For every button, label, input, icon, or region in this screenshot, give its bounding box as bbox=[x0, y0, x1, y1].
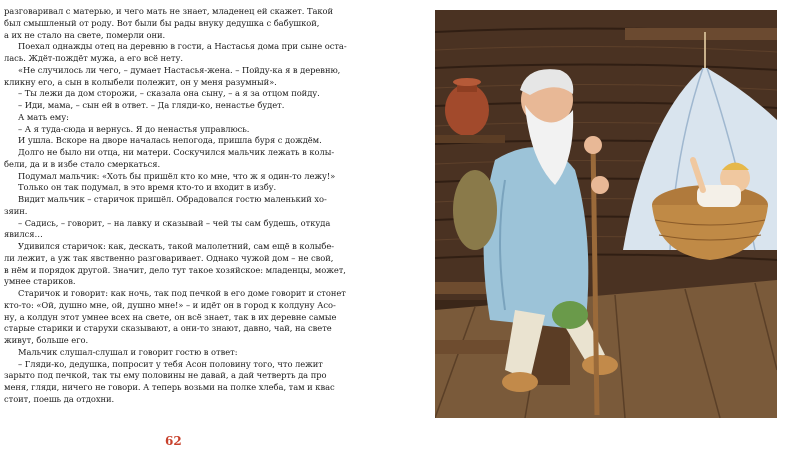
text-line: А мать ему: bbox=[18, 111, 69, 122]
text-line: а их не стало на свете, померли они. bbox=[4, 29, 166, 40]
text-line: ну, а колдун этот умнее всех на свете, он всё знает, так в их деревне самые bbox=[4, 311, 337, 322]
text-line: Долго не было ни отца, ни матери. Соскучился мальчик лежать в колы- bbox=[18, 147, 335, 157]
text-column bbox=[4, 6, 366, 406]
text-line: «Не случилось ли чего, – думает Настасья-жена. – Пойду-ка я в деревню, bbox=[18, 64, 341, 75]
text-line: лась. Ждёт-пождёт мужа, а его всё нету. bbox=[4, 53, 183, 63]
text-line: И ушла. Вскоре на дворе началась непогода, пришла буря с дождём. bbox=[18, 135, 322, 146]
text-line: кликну его, а сын в колыбели полежит, он у меня разумный». bbox=[4, 76, 277, 87]
text-line: Старичок и говорит: как ночь, так под печкой в его доме говорит и стонет bbox=[18, 288, 346, 298]
text-line: – Иди, мама, – сын ей в ответ. – Да гляди-ко, ненастье будет. bbox=[18, 100, 285, 110]
text-line: меня, гляди, ничего не говори. А теперь возьми на полке хлеба, там и квас bbox=[4, 382, 335, 392]
text-line: Мальчик слушал-слушал и говорит гостю в ответ: bbox=[18, 346, 238, 357]
text-line: зяин. bbox=[4, 205, 28, 216]
text-line: – Ты лежи да дом сторожи, – сказала она сыну, – а я за отцом пойду. bbox=[18, 88, 320, 99]
text-line: Удивился старичок: как, дескать, такой малолетний, сам ещё в колыбе- bbox=[18, 241, 335, 251]
text-line: явился… bbox=[4, 229, 43, 240]
text-line: был смышленый от роду. Вот были бы рады внуку дедушка с бабушкой, bbox=[4, 17, 320, 28]
text-line: стоит, поешь да отдохни. bbox=[4, 393, 115, 404]
text-line: – Гляди-ко, дедушка, попросит у тебя Асон половину того, что лежит bbox=[18, 358, 323, 369]
text-line: умнее стариков. bbox=[4, 276, 76, 287]
text-line: – Садись, – говорит, – на лавку и сказывай – чей ты сам будешь, откуда bbox=[18, 217, 331, 228]
text-line: старые старики и старухи сказывают, а они-то знают, давно, чай, на свете bbox=[4, 323, 332, 334]
text-line: в нём и порядок другой. Значит, дело тут такое хозяйское: младенцы, может, bbox=[4, 264, 346, 275]
text-line: – А я туда-сюда и вернусь. Я до ненастья управлюсь. bbox=[18, 123, 250, 134]
text-line: Только он так подумал, в это время кто-то и входит в избу. bbox=[18, 182, 277, 193]
old-man-and-cradle-illustration bbox=[435, 10, 777, 418]
text-line: бели, да и в избе стало смеркаться. bbox=[4, 158, 161, 169]
text-line: живут, больше его. bbox=[4, 335, 89, 345]
page-number: 62 bbox=[165, 434, 182, 448]
text-line: Подумал мальчик: «Хоть бы пришёл кто ко мне, что ж я один-то лежу!» bbox=[18, 170, 336, 181]
text-line: зарыто под печкой, так ты ему половины не давай, а дай четверть да про bbox=[4, 370, 327, 381]
text-line: Видит мальчик – старичок пришёл. Обрадовался гостю маленький хо- bbox=[18, 194, 327, 204]
illustration bbox=[435, 10, 777, 418]
text-line: Поехал однажды отец на деревню в гости, а Настасья дома при сыне оста- bbox=[18, 41, 347, 52]
text-line: ли лежит, а уж так явственно разговаривает. Однако чужой дом – не свой, bbox=[4, 252, 334, 263]
text-line: кто-то: «Ой, душно мне, ой, душно мне!» – и идёт он в город к колдуну Асо- bbox=[4, 299, 336, 310]
text-line: разговаривал с матерью, и чего мать не знает, младенец ей скажет. Такой bbox=[4, 6, 334, 16]
